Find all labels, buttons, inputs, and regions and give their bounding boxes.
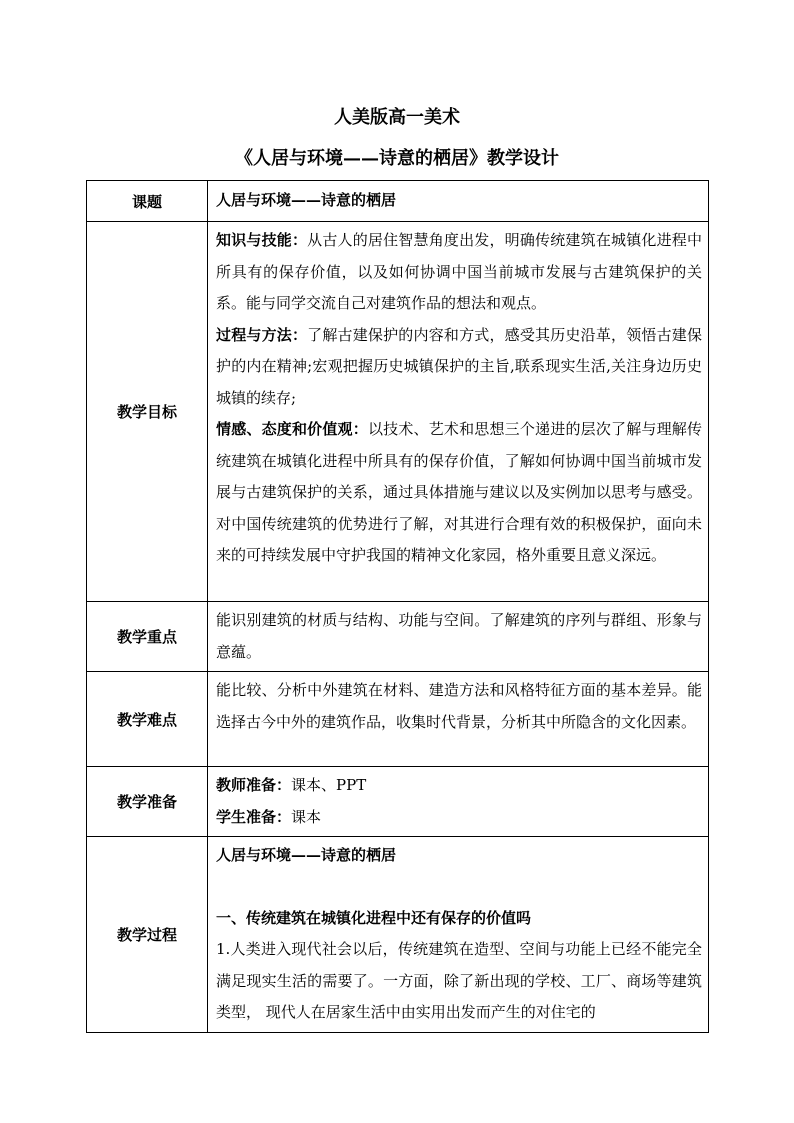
row-preparation [87,767,709,837]
document-subtitle: 《人居与环境——诗意的栖居》教学设计 [235,148,559,169]
label-difficulties: 教学难点 [87,672,208,767]
value-topic [208,181,709,222]
goal-emotion-text: 以技术、艺术和思想三个递进的层次了解与理解传统建筑在城镇化进程中所具有的保存价值，了解如何协调中国当前城市发展与古建筑保护的关系，通过具体措施与建议以及实例加以思考与感受。对中国传统建筑的优势进行了解，对其进行合理有效的积极保护，面向未来的可持续发展中守护我国的精神文化家园，格外重要且意义深远。 [216,420,702,564]
row-difficulties [87,672,709,767]
goal-emotion [216,414,702,572]
label-topic: 课题 [87,181,208,222]
process-subtitle: 人居与环境——诗意的栖居 [216,846,397,864]
process-paragraph: 1.人类进入现代社会以后，传统建筑在造型、空间与功能上已经不能完全满足现实生活的需要了。一方面，除了新出现的学校、工厂、商场等建筑类型， 现代人在居家生活中由实用出发而产生的对住宅的 [216,940,702,1021]
row-topic [87,181,709,222]
row-goals [87,222,709,602]
value-process [208,837,709,1033]
label-key-points: 教学重点 [87,602,208,672]
goal-emotion-head: 情感、态度和价值观： [216,420,368,438]
value-key-points: 能识别建筑的材质与结构、功能与空间。了解建筑的序列与群组、形象与意蕴。 [208,602,709,672]
goal-knowledge-text: 从古人的居住智慧角度出发，明确传统建筑在城镇化进程中所具有的保存价值，以及如何协调中国当前城市发展与古建筑保护的关系。能与同学交流自己对建筑作品的想法和观点。 [216,231,702,312]
label-goals: 教学目标 [87,222,208,602]
prep-student-text: 课本 [291,807,322,826]
process-section-heading: 一、传统建筑在城镇化进程中还有保存的价值吗 [216,908,532,927]
value-difficulties: 能比较、分析中外建筑在材料、建造方法和风格特征方面的基本差异。能选择古今中外的建筑作品，收集时代背景，分析其中所隐含的文化因素。 [208,672,709,767]
document-title: 人美版高一美术 [334,107,460,128]
prep-student [216,802,702,834]
goal-process [216,320,702,415]
row-process [87,837,709,1033]
prep-teacher-text: 课本、PPT [291,776,367,794]
goal-process-text: 了解古建保护的内容和方式，感受其历史沿革，领悟古建保护的内在精神;宏观把握历史城镇保护的主旨,联系现实生活,关注身边历史城镇的续存; [216,325,702,407]
blank-line [216,872,702,903]
prep-student-head: 学生准备： [216,807,292,826]
label-preparation: 教学准备 [87,767,208,837]
prep-teacher [216,770,702,802]
lesson-plan-table [86,180,709,1033]
goal-knowledge [216,225,702,320]
topic-text: 人居与环境——诗意的栖居 [216,191,397,210]
prep-teacher-head: 教师准备： [216,776,292,794]
value-goals [208,222,709,602]
value-preparation [208,767,709,837]
label-process: 教学过程 [87,837,208,1033]
goal-knowledge-head: 知识与技能： [216,231,308,249]
goal-process-head: 过程与方法： [216,325,308,344]
row-key-points [87,602,709,672]
